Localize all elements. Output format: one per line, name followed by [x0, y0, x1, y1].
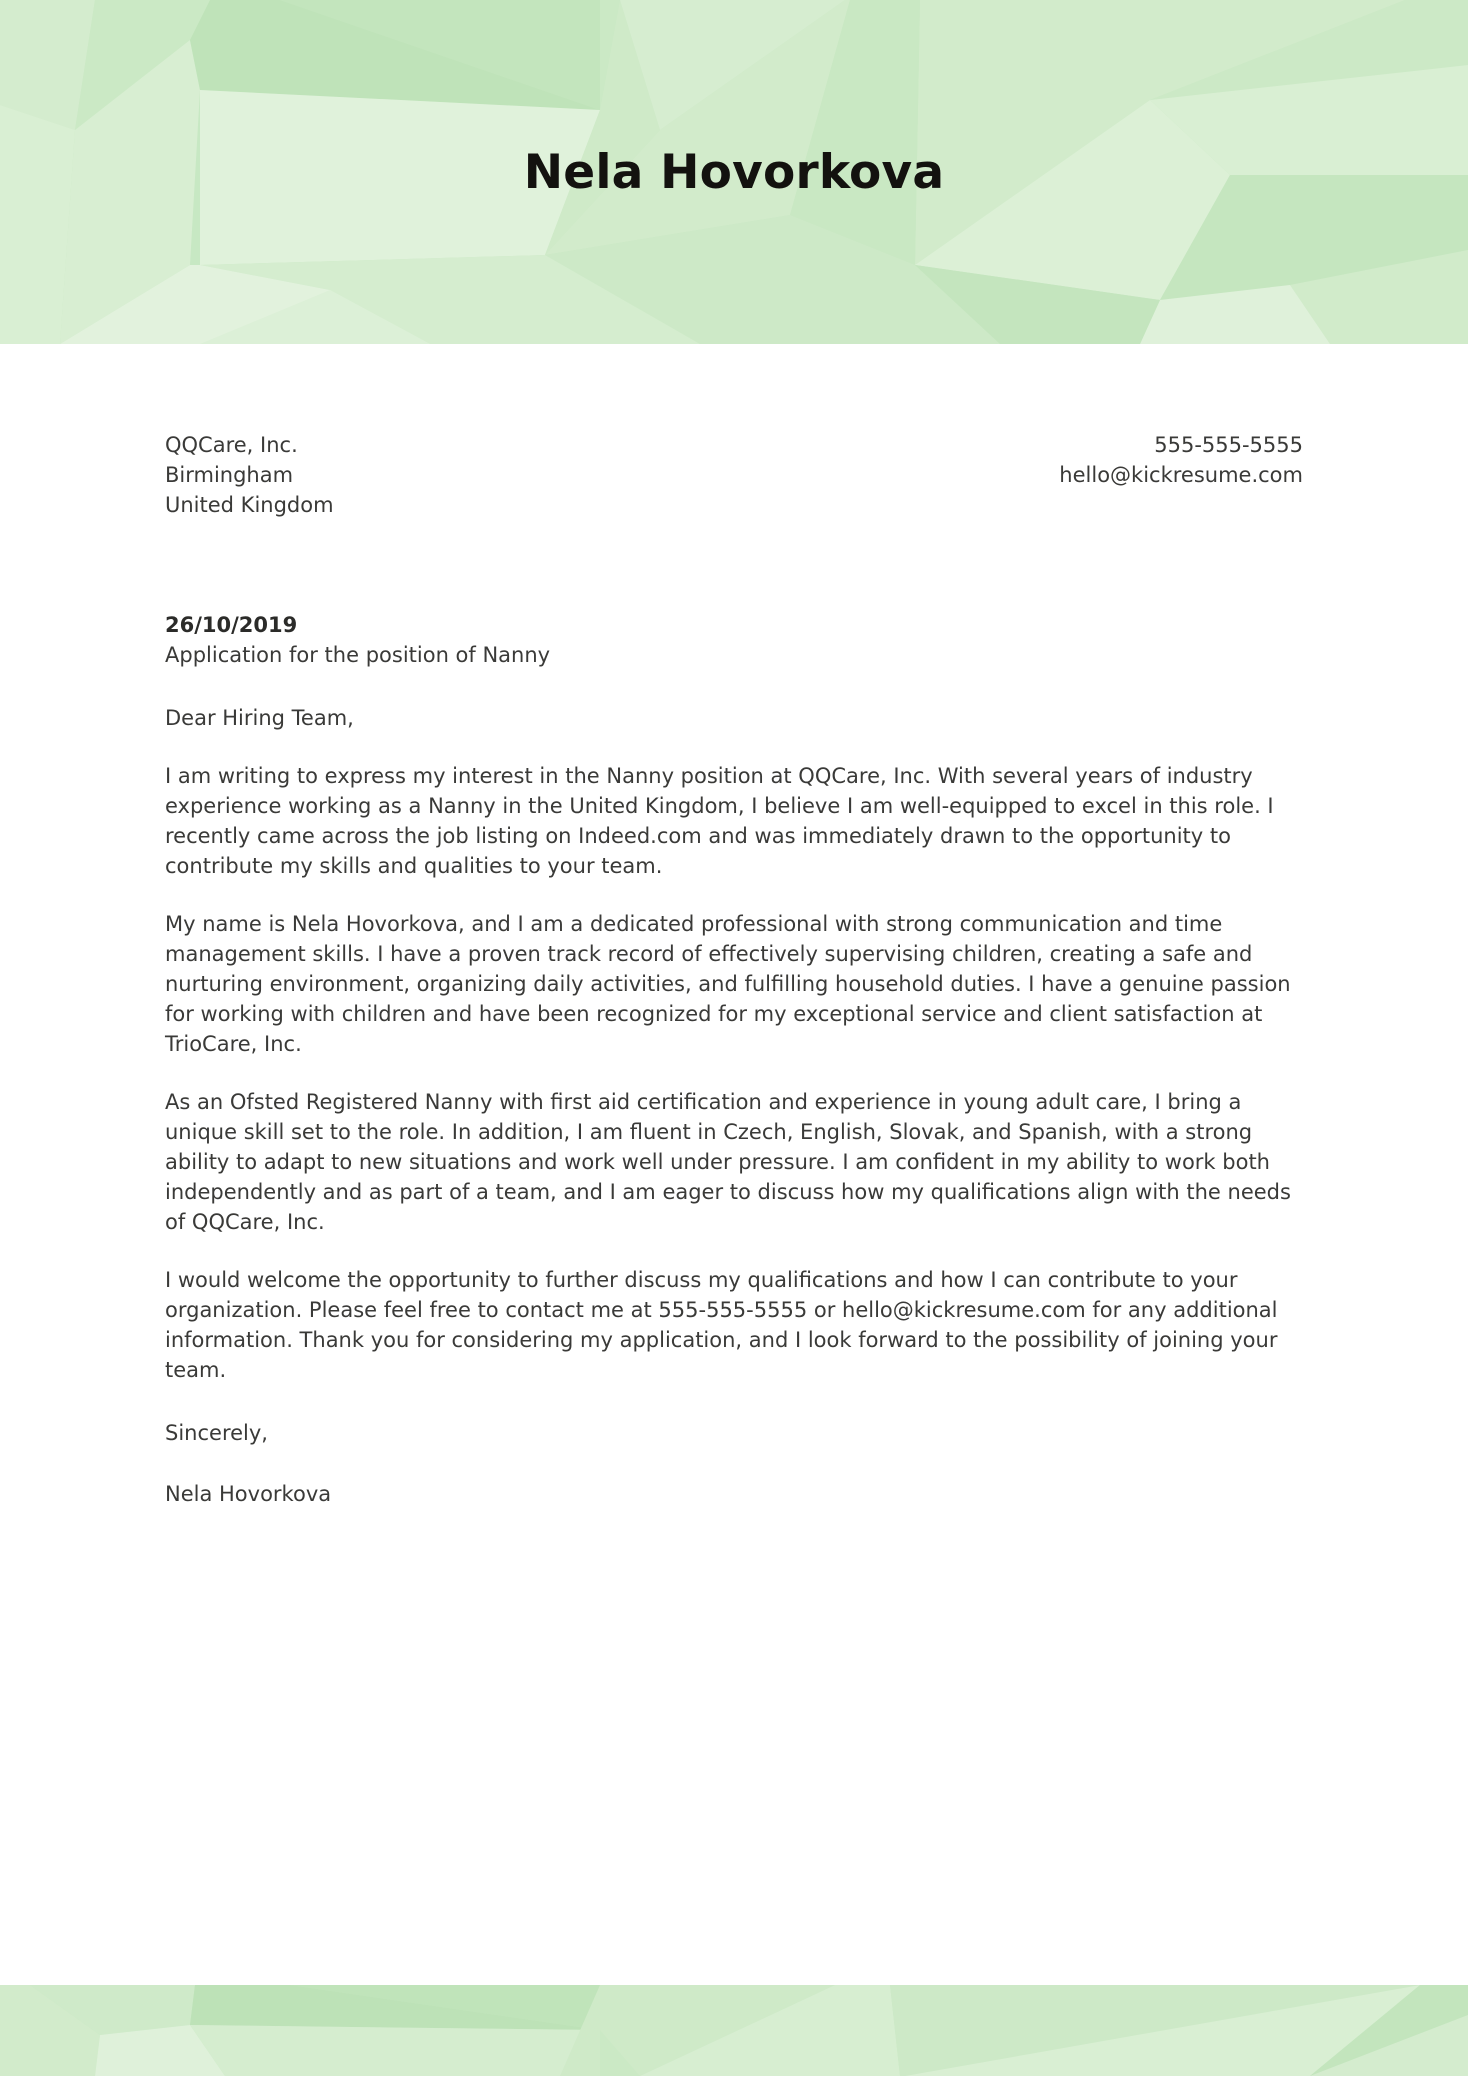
letter-body: [0, 344, 1468, 1509]
footer-band: [0, 1985, 1468, 2076]
letter-meta: [165, 610, 1303, 670]
footer-polygon-pattern: [0, 1985, 1468, 2076]
recipient-company: QQCare, Inc.: [165, 433, 298, 457]
recipient-country: United Kingdom: [165, 493, 334, 517]
sender-contact: [1059, 430, 1303, 490]
letter-closing: Sincerely,: [165, 1421, 268, 1445]
letter-paragraph-3: As an Ofsted Registered Nanny with first aid certification and experience in young adult care, I bring a unique skill set to the role. In addition, I am fluent in Czech, English, Slovak, and Spanish, with a strong ability to adapt to new situations and work well under pressure. I am confident in my ability to work both independently and as part of a team, and I am eager to discuss how my qualifications align with the needs of QQCare, Inc.: [165, 1090, 1291, 1234]
recipient-city: Birmingham: [165, 463, 294, 487]
applicant-name: Nela Hovorkova: [523, 144, 945, 200]
letter-date: 26/10/2019: [165, 613, 298, 637]
letter-salutation: Dear Hiring Team,: [165, 706, 354, 730]
letter-subject: Application for the position of Nanny: [165, 643, 551, 667]
letter-paragraph-4: I would welcome the opportunity to further discuss my qualifications and how I can contribute to your organization. Please feel free to contact me at 555-555-5555 or hello@kickresume.com for any additional information. Thank you for considering my application, and I look forward to the possibility of joining your team.: [165, 1268, 1278, 1382]
contact-email: hello@kickresume.com: [1059, 463, 1303, 487]
contact-phone: 555-555-5555: [1154, 433, 1303, 457]
letter-paragraph-1: I am writing to express my interest in the Nanny position at QQCare, Inc. With several years of industry experience working as a Nanny in the United Kingdom, I believe I am well-equipped to excel in this role. I recently came across the job listing on Indeed.com and was immediately drawn to the opportunity to contribute my skills and qualities to your team.: [165, 764, 1274, 878]
letter-signature-name: Nela Hovorkova: [165, 1482, 332, 1506]
header-band: [0, 0, 1468, 344]
recipient-address: [165, 430, 334, 520]
page-title: [0, 0, 1468, 344]
address-row: [165, 344, 1303, 520]
letter-paragraph-2: My name is Nela Hovorkova, and I am a dedicated professional with strong communication and time management skills. I have a proven track record of effectively supervising children, creating a safe and nurturing environment, organizing daily activities, and fulfilling household duties. I have a genuine passion for working with children and have been recognized for my exceptional service and client satisfaction at TrioCare, Inc.: [165, 912, 1291, 1056]
